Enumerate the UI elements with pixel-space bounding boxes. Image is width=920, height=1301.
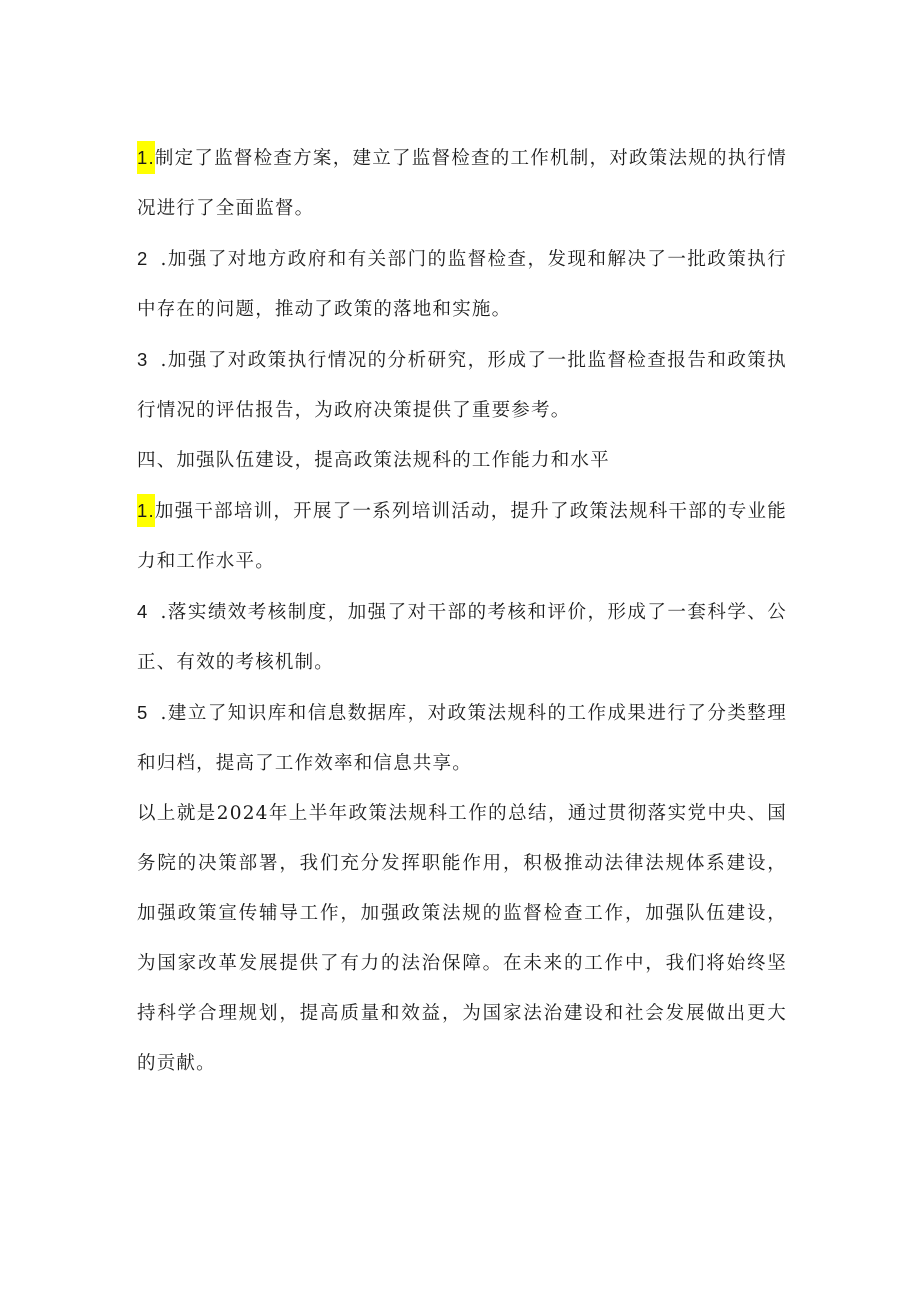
- paragraph-number: 5: [137, 702, 149, 723]
- paragraph-number: 3: [137, 349, 149, 370]
- paragraph-number: 4: [137, 601, 149, 622]
- section-heading: [137, 436, 787, 486]
- paragraph-text: .建立了知识库和信息数据库，对政策法规科的工作成果进行了分类整理和归档，提高了工作效率和信息共享。: [137, 703, 787, 774]
- paragraph-item-2: [137, 234, 787, 335]
- paragraph-text: .加强了对政策执行情况的分析研究，形成了一批监督检查报告和政策执行情况的评估报告，为政府决策提供了重要参考。: [137, 350, 787, 421]
- paragraph-item-3: [137, 335, 787, 436]
- paragraph-item-5: [137, 688, 787, 789]
- paragraph-item-training: [137, 486, 787, 587]
- paragraph-text: 制定了监督检查方案，建立了监督检查的工作机制，对政策法规的执行情况进行了全面监督。: [137, 148, 787, 219]
- summary-text: 以上就是2024年上半年政策法规科工作的总结，通过贯彻落实党中央、国务院的决策部署，我们充分发挥职能作用，积极推动法律法规体系建设，加强政策宣传辅导工作，加强政策法规的监督检查工作，加强队伍建设，为国家改革发展提供了有力的法治保障。在未来的工作中，我们将始终坚持科学合理规划，提高质量和效益，为国家法治建设和社会发展做出更大的贡献。: [137, 803, 787, 1074]
- document-body: [137, 133, 787, 1089]
- paragraph-number: 2: [137, 248, 149, 269]
- highlighted-number: 1.: [137, 494, 155, 527]
- paragraph-text: .落实绩效考核制度，加强了对干部的考核和评价，形成了一套科学、公正、有效的考核机制。: [137, 602, 787, 673]
- paragraph-item-4: [137, 587, 787, 688]
- paragraph-text: 加强干部培训，开展了一系列培训活动，提升了政策法规科干部的专业能力和工作水平。: [137, 501, 787, 572]
- section-heading-text: 四、加强队伍建设，提高政策法规科的工作能力和水平: [137, 450, 610, 471]
- paragraph-text: .加强了对地方政府和有关部门的监督检查，发现和解决了一批政策执行中存在的问题，推动了政策的落地和实施。: [137, 249, 787, 320]
- paragraph-item-1: [137, 133, 787, 234]
- highlighted-number: 1.: [137, 141, 155, 174]
- summary-paragraph: [137, 789, 787, 1089]
